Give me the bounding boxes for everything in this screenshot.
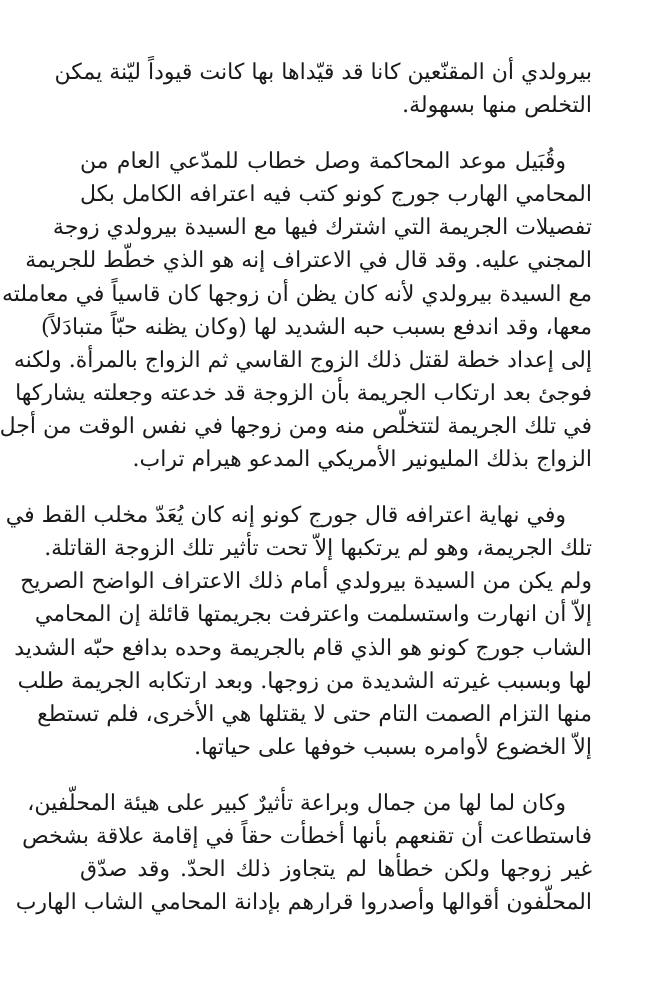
text-line: المحلّفون أقوالها وأصدروا قرارهم بإدانة المحامي الشاب الهارب [15, 890, 592, 916]
text-line: المجني عليه. وقد قال في الاعتراف إنه هو الذي خطّط للجريمة [25, 248, 592, 274]
text-line: وفي نهاية اعترافه قال جورج كونو إنه كان يُعَدّ مخلب القط في [5, 503, 566, 529]
text-line: إلاّ أن انهارت واستسلمت واعترفت بجريمتها قائلة إن المحامي [34, 602, 592, 628]
text-line: غير زوجها ولكن خطأها لم يتجاوز ذلك الحدّ. وقد صدّق [80, 857, 592, 883]
text-line: تلك الجريمة، وهو لم يرتكبها إلاّ تحت تأثير تلك الزوجة القاتلة. [44, 536, 592, 562]
book-page-text [0, 56, 592, 919]
text-line: فوجئ بعد ارتكاب الجريمة بأن الزوجة قد خدعته وجعلته يشاركها [15, 380, 592, 406]
text-line: ولم يكن من السيدة بيرولدي أمام ذلك الاعتراف الواضح الصريح [20, 569, 592, 595]
text-line: مع السيدة بيرولدي لأنه كان يظن أن زوجها كان قاسياً في معاملته [1, 281, 592, 307]
paragraph-1 [54, 56, 592, 122]
text-line: معها، وقد اندفع بسبب حبه الشديد لها (وكان يظنه حبّاً متبادَلاً) [41, 314, 592, 340]
paragraph-4 [15, 787, 592, 919]
text-line: الشاب جورج كونو هو الذي قام بالجريمة وحده بدافع حبّه الشديد [14, 635, 592, 661]
text-line: وقُبَيل موعد المحاكمة وصل خطاب للمدّعي العام من [80, 149, 566, 175]
text-line: منها التزام الصمت التام حتى لا يقتلها هي الأخرى، فلم تستطع [37, 701, 592, 727]
text-line: التخلص منها بسهولة. [402, 93, 592, 119]
text-line: إلى إعداد خطة لقتل ذلك الزوج القاسي ثم الزواج بالمرأة. ولكنه [13, 347, 592, 373]
text-line: لها وبسبب غيرته الشديدة من زوجها. وبعد ارتكابه الجريمة طلب [17, 668, 592, 694]
paragraph-2 [0, 145, 592, 476]
text-line: المحامي الهارب جورج كونو كتب فيه اعترافه الكامل بكل [80, 182, 592, 208]
text-line: وكان لما لها من جمال وبراعة تأثيرٌ كبير على هيئة المحلّفين، [27, 790, 566, 816]
text-line: في تلك الجريمة لتتخلّص منه ومن زوجها في نفس الوقت من أجل [0, 413, 592, 439]
paragraph-3 [5, 499, 592, 764]
text-line: فاستطاعت أن تقنعهم بأنها أخطأت حقاً في إقامة علاقة بشخص [22, 823, 592, 849]
text-line: بيرولدي أن المقنّعين كانا قد قيّداها بها كانت قيوداً ليّنة يمكن [54, 60, 592, 85]
text-line: الزواج بذلك المليونير الأمريكي المدعو هيرام تراب. [132, 447, 592, 473]
text-line: تفصيلات الجريمة التي اشترك فيها مع السيدة بيرولدي زوجة [52, 215, 592, 241]
text-line: إلاّ الخضوع لأوامره بسبب خوفها على حياتها. [194, 734, 592, 760]
